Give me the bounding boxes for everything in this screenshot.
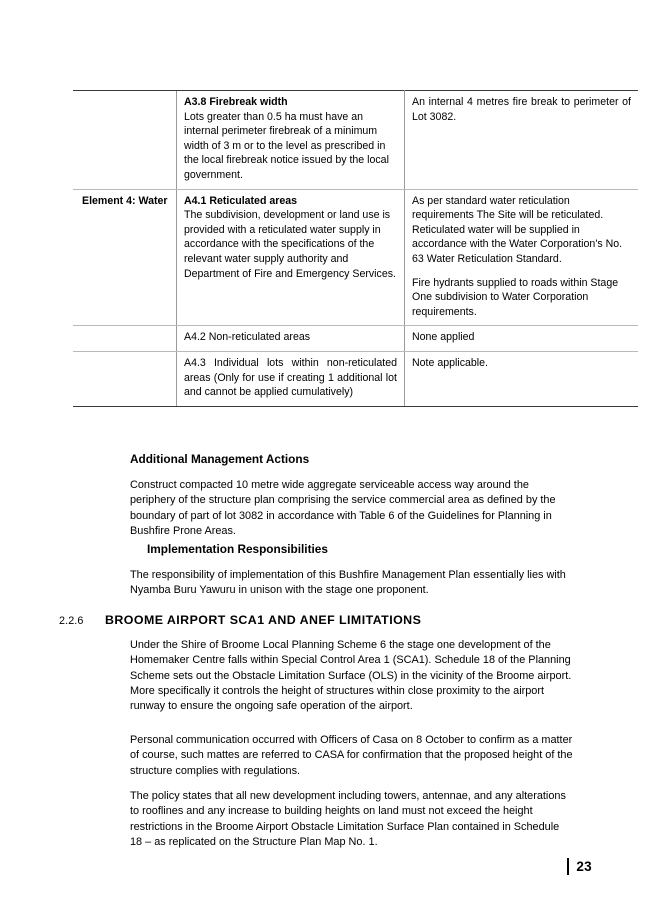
bushfire-requirements-table	[73, 90, 638, 407]
section-heading-2-2-6	[59, 613, 599, 627]
table-cell-element	[73, 91, 177, 190]
measure-title: A3.8 Firebreak width	[184, 96, 288, 108]
table-cell-measure	[177, 351, 405, 406]
implementation-body	[130, 568, 573, 599]
table-row	[73, 91, 638, 190]
table-row	[73, 189, 638, 326]
section-paragraph-1-wrap	[130, 638, 573, 714]
response-text: Note applicable.	[412, 356, 488, 369]
measure-title: A4.1 Reticulated areas	[184, 194, 298, 207]
measure-body: A4.3 Individual lots within non-reticulated areas (Only for use if creating 1 additional lot and cannot be applied cumulatively)	[184, 356, 397, 399]
additional-actions-body	[130, 478, 573, 539]
section-paragraph-3: The policy states that all new development including towers, antennae, and any alterations to rooflines and any increase to building heights on land must not exceed the height restrictions in the Broome Airport Obstacle Limitation Surface Plan contained in Schedule 18 – as replicated on the Structure Plan Map No. 1.	[130, 790, 566, 848]
section-paragraph-1: Under the Shire of Broome Local Planning Scheme 6 the stage one development of the Homemaker Centre falls within Special Control Area 1 (SCA1). Schedule 18 of the Planning Scheme sets out the Obstacle Limitation Surface (OLS) in the vicinity of the Broome airport. More specifically it controls the height of structures within close proximity to the airport runway to ensure the ongoing safe operation of the airport.	[130, 639, 572, 713]
section-paragraph-2-wrap	[130, 733, 573, 779]
table-cell-response	[405, 351, 639, 406]
additional-actions-paragraph: Construct compacted 10 metre wide aggregate serviceable access way around the periphery of the structure plan comprising the service commercial area as defined by the boundary of part of lot 3082 in accordance with Table 6 of the Guidelines for Planning in Bushfire Prone Areas.	[130, 479, 556, 537]
page-number: 23	[576, 859, 592, 874]
response-text: An internal 4 metres fire break to perimeter of Lot 3082.	[412, 96, 631, 123]
measure-body: The subdivision, development or land use is provided with a reticulated water supply in accordance with the specifications of the relevant water supply authority and Department of Fire and Emergency Services.	[184, 209, 396, 280]
measure-body: Lots greater than 0.5 ha must have an internal perimeter firebreak of a minimum width of 3 m or to the level as prescribed in the local firebreak notice issued by the local government.	[184, 110, 389, 181]
table-row	[73, 351, 638, 406]
table-cell-measure	[177, 326, 405, 352]
response-text: None applied	[412, 331, 475, 344]
additional-actions-heading: Additional Management Actions	[130, 452, 310, 466]
section-paragraph-3-wrap	[130, 789, 573, 850]
implementation-paragraph: The responsibility of implementation of this Bushfire Management Plan essentially lies with Nyamba Buru Yawuru in unison with the stage one proponent.	[130, 569, 566, 597]
section-number: 2.2.6	[59, 615, 84, 627]
footer-divider-icon	[567, 858, 569, 875]
table-cell-element	[73, 351, 177, 406]
table-cell-measure	[177, 189, 405, 326]
measure-body: A4.2 Non-reticulated areas	[184, 331, 311, 344]
table-row	[73, 326, 638, 352]
table-cell-response	[405, 326, 639, 352]
table-cell-measure	[177, 91, 405, 190]
additional-management-actions-section	[130, 452, 573, 467]
section-title: BROOME AIRPORT SCA1 AND ANEF LIMITATIONS	[105, 613, 422, 627]
page-footer	[0, 858, 592, 875]
table-cell-element	[73, 326, 177, 352]
response-text: As per standard water reticulation requirements The Site will be reticulated. Reticulated water will be supplied in accordance with the Water Corporation's No. 63 Water Reticulation Standard.	[412, 194, 623, 265]
implementation-heading: Implementation Responsibilities	[147, 542, 328, 556]
section-paragraph-2: Personal communication occurred with Officers of Casa on 8 October to confirm as a matter of course, such mattes are referred to CASA for confirmation that the proposed height of the structure complies with regulations.	[130, 734, 573, 777]
response-text-2: Fire hydrants supplied to roads within Stage One subdivision to Water Corporation requirements.	[412, 276, 619, 318]
table-cell-element: Element 4: Water	[73, 189, 177, 326]
table-cell-response	[405, 189, 639, 326]
implementation-section	[130, 542, 573, 557]
table-cell-response	[405, 91, 639, 190]
